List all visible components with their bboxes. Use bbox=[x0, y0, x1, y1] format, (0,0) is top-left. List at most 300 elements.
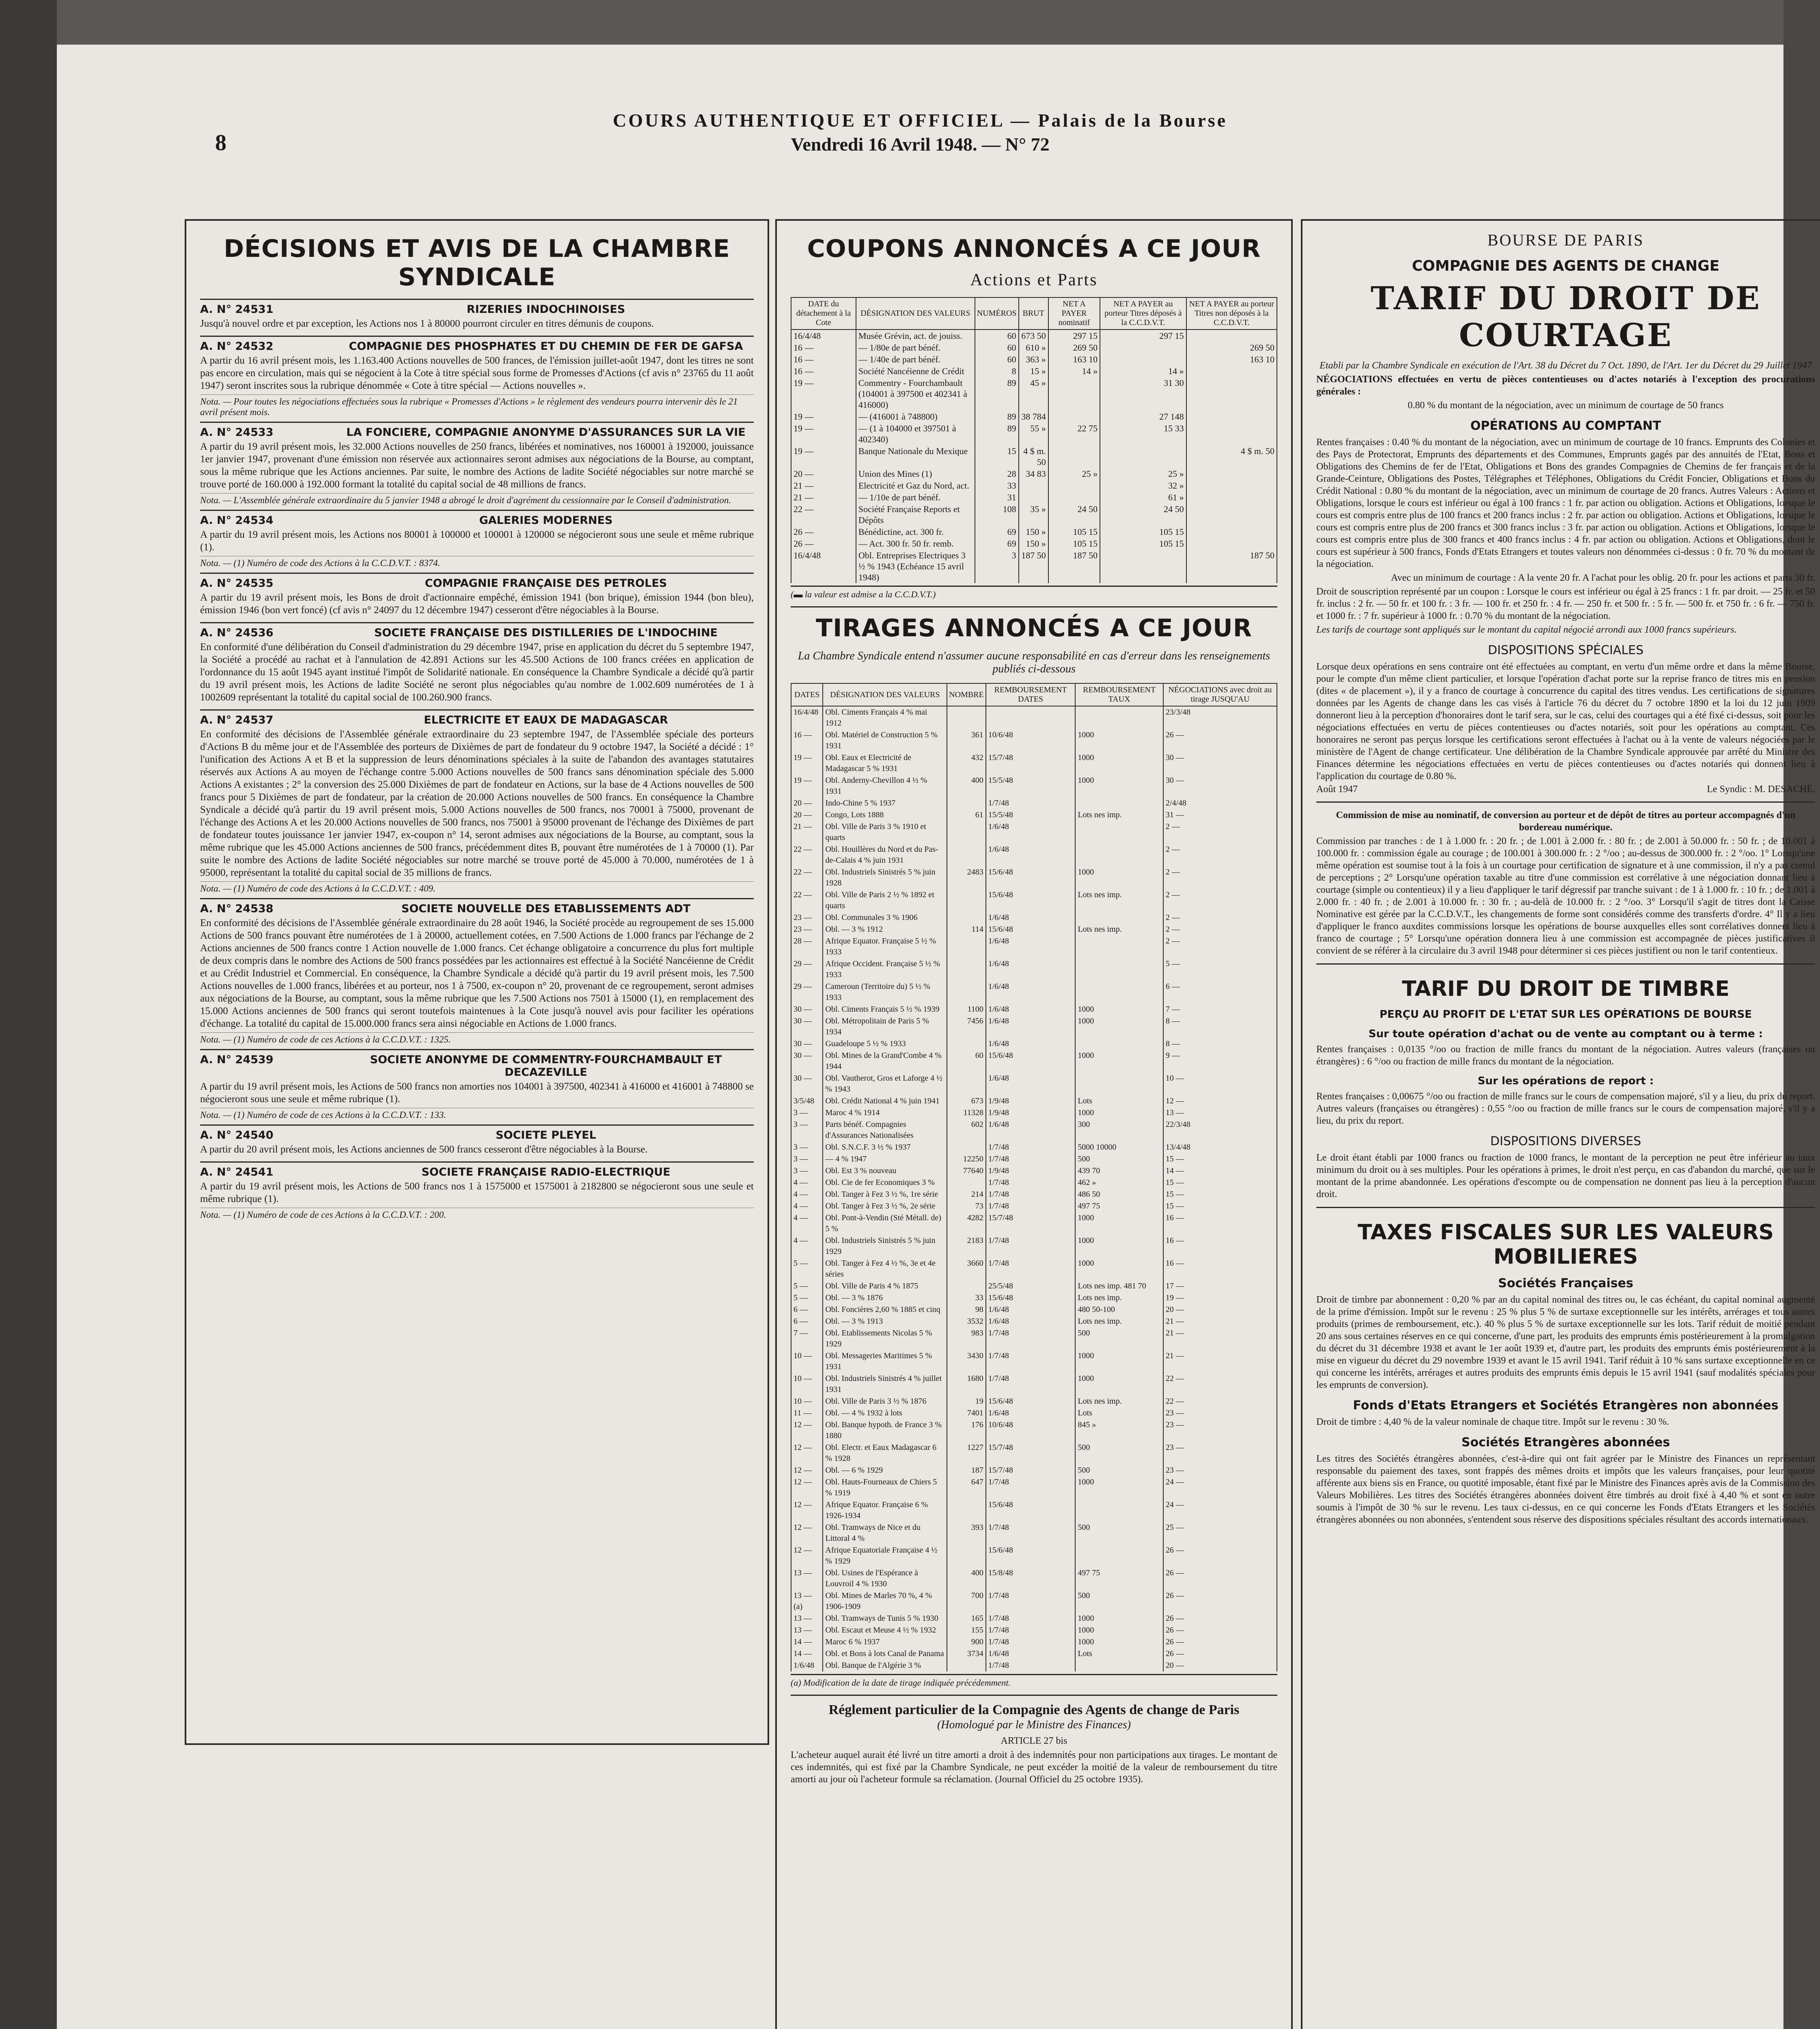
table-cell bbox=[947, 1142, 986, 1153]
table-row bbox=[791, 353, 1277, 365]
table-row bbox=[791, 1292, 1277, 1304]
table-cell: 55 » bbox=[1019, 422, 1048, 445]
notice-header bbox=[200, 514, 754, 527]
table-cell bbox=[947, 797, 986, 809]
table-cell: 165 bbox=[947, 1613, 986, 1624]
table-cell: Lots nes imp. bbox=[1075, 1316, 1163, 1327]
notice-header bbox=[200, 577, 754, 590]
table-cell: Electricité et Gaz du Nord, act. bbox=[856, 480, 975, 491]
bourse-title: BOURSE DE PARIS bbox=[1487, 231, 1644, 249]
societes-abonnees-title: Sociétés Etrangères abonnées bbox=[1461, 1435, 1670, 1450]
table-cell: Guadeloupe 5 ½ % 1933 bbox=[823, 1038, 947, 1050]
table-cell: 15 bbox=[975, 445, 1019, 468]
notice bbox=[200, 622, 754, 709]
table-cell: 5 — bbox=[1163, 958, 1277, 981]
column-header: BRUT bbox=[1019, 297, 1048, 330]
table-cell: Obl. Hauts-Fourneaux de Chiers 5 % 1919 bbox=[823, 1476, 947, 1499]
table-cell: 60 bbox=[975, 342, 1019, 353]
table-cell: 31 30 bbox=[1100, 377, 1186, 411]
table-cell: 500 bbox=[1075, 1465, 1163, 1476]
table-cell: 15/6/48 bbox=[986, 1292, 1076, 1304]
table-cell: 12 — bbox=[791, 1544, 823, 1567]
table-cell: 69 bbox=[975, 538, 1019, 549]
table-cell: 1000 bbox=[1075, 1235, 1163, 1258]
table-cell: 1/7/48 bbox=[986, 1153, 1076, 1165]
table-cell: 1000 bbox=[1075, 775, 1163, 797]
table-cell: 15/7/48 bbox=[986, 752, 1076, 775]
societes-francaises-text: Droit de timbre par abonnement : 0,20 % par an du capital nominal des titres ou, le cas échéant, du capital nominal augmenté de la prime d'émission. Impôt sur le revenu : 25 % plus 5 % de surtaxe exceptionnelle sur les intérêts, arrérages et tous autres produits (primes de remboursement, etc.). 40 % plus 5 % de surtaxe exceptionnelle sur les lots. Tarif réduit de moitié pendant 20 ans sous certaines réserves en ce qui concerne, d'une part, les produits des emprunts émis postérieurement à la promulgation du décret du 31 décembre 1938 et avant le 1er août 1939 et, d'autre part, les produits des emprunts émis postérieurement à la mise en vigueur du décret du 29 novembre 1939 et avant le 15 avril 1941. Tarif réduit à 10 % sans surtaxe exceptionnelle en ce qui concerne les intérêts, arrérages et autres produits des emprunts émis depuis le 15 avril 1941 (sauf modalités spéciales pour les emprunts de conversion). bbox=[1316, 1295, 1815, 1390]
table-cell: Lots bbox=[1075, 1407, 1163, 1419]
table-cell: 3532 bbox=[947, 1316, 986, 1327]
column-header: NET A PAYER nominatif bbox=[1048, 297, 1100, 330]
table-row bbox=[791, 1407, 1277, 1419]
notice-company: COMPAGNIE FRANÇAISE DES PETROLES bbox=[425, 577, 667, 590]
table-cell: 22 — bbox=[1163, 1396, 1277, 1407]
table-cell: Lots nes imp. bbox=[1075, 889, 1163, 912]
table-cell: 11 — bbox=[791, 1407, 823, 1419]
table-cell: 16 — bbox=[1163, 1258, 1277, 1280]
table-cell: 23 — bbox=[1163, 1465, 1277, 1476]
table-cell: 26 — bbox=[1163, 1613, 1277, 1624]
table-cell: 363 » bbox=[1019, 353, 1048, 365]
table-cell: 21 — bbox=[791, 821, 823, 844]
column-coupons-tirages bbox=[775, 219, 1293, 2029]
table-cell: 108 bbox=[975, 503, 1019, 526]
table-cell: 3/5/48 bbox=[791, 1095, 823, 1107]
table-cell: 13 — bbox=[1163, 1107, 1277, 1119]
notice-text: En conformité des décisions de l'Assemblée générale extraordinaire du 28 août 1946, la Société procède au regroupement de ses 15.000 Actions de 500 francs pouvant être numérotées de 1 à 20000, actuellement cotées, en 7.500 Actions de 1.000 francs par l'échange de 2 Actions anciennes de 500 francs contre 1 Action nouvelle de 1.000 francs. Cet échange obligatoire a concurrence du plus fort multiple de deux compris dans le nombre des Actions de 500 francs possédées par les actionnaires est effectué à la Société Nancéienne de Crédit et au Crédit Industriel et Commercial. En conséquence, la Chambre Syndicale a décidé qu'à partir du 19 avril présent mois, les 7.500 Actions nouvelles de 1.000 francs, libérées et au porteur, nos 1 à 7500, ex-coupon n° 20, provenant de ce regroupement, seront admises aux négociations de la Bourse, au comptant, sous la même rubrique que les 7.500 Actions nos 7501 à 15000 (1), en remplacement des 15.000 Actions anciennes de 500 francs qui seront toutefois maintenues à la Cote jusqu'à nouvel avis pour faciliter les opérations d'échange. La totalité du capital de 15.000.000 francs sera ainsi négociable en Actions de 1.000 francs. bbox=[200, 918, 754, 1029]
table-cell: 2 — bbox=[1163, 821, 1277, 844]
table-cell: 73 bbox=[947, 1200, 986, 1212]
table-cell bbox=[1048, 445, 1100, 468]
notice-text: A partir du 19 avril présent mois, les Actions de 500 francs nos 1 à 1575000 et 1575001 à 2182800 se négocieront sous une seule et même rubrique (1). bbox=[200, 1181, 754, 1204]
table-cell bbox=[1100, 342, 1186, 353]
notice-company: LA FONCIERE, COMPAGNIE ANONYME D'ASSURANCES SUR LA VIE bbox=[346, 426, 746, 439]
table-cell bbox=[1075, 1544, 1163, 1567]
table-cell: 3734 bbox=[947, 1648, 986, 1660]
table-cell: Bénédictine, act. 300 fr. bbox=[856, 526, 975, 538]
table-cell: 500 bbox=[1075, 1153, 1163, 1165]
notice bbox=[200, 1124, 754, 1161]
table-cell: — (416001 à 748800) bbox=[856, 411, 975, 422]
table-cell: Obl. Messageries Maritimes 5 % 1931 bbox=[823, 1350, 947, 1373]
notice-text: A partir du 16 avril présent mois, les 1.163.400 Actions nouvelles de 500 frances, de l'émission juillet-août 1947, dont les titres ne sont pas encore en circulation, mais qui se négocient à la Cote à titre spécial sous forme de Promesses d'Actions (cf avis n° 23765 du 11 août 1947) seront inscrites sous la rubrique dénommée « Cote à titre spécial — Actions nouvelles ». bbox=[200, 355, 754, 391]
table-cell: Obl. Vautherot, Gros et Laforge 4 ½ % 1943 bbox=[823, 1073, 947, 1095]
notice-note: Nota. — (1) Numéro de code des Actions à la C.C.D.V.T. : 8374. bbox=[200, 556, 754, 569]
table-cell: Obl. Entreprises Electriques 3 ½ % 1943 (Echéance 15 avril 1948) bbox=[856, 549, 975, 583]
table-cell: 21 — bbox=[1163, 1350, 1277, 1373]
notice-number: A. N° 24532 bbox=[200, 340, 274, 353]
table-cell: 1/7/48 bbox=[986, 1189, 1076, 1200]
table-cell: 1/9/48 bbox=[986, 1165, 1076, 1177]
table-cell: 1000 bbox=[1075, 1258, 1163, 1280]
table-cell: 12 — bbox=[791, 1476, 823, 1499]
table-cell: 1/7/48 bbox=[986, 1327, 1076, 1350]
table-cell bbox=[986, 706, 1076, 729]
table-cell: 1/9/48 bbox=[986, 1095, 1076, 1107]
table-cell: 150 » bbox=[1019, 526, 1048, 538]
table-cell bbox=[1075, 1660, 1163, 1671]
table-cell: 8 — bbox=[1163, 1038, 1277, 1050]
table-cell: Obl. Tanger à Fez 3 ½ %, 1re série bbox=[823, 1189, 947, 1200]
table-cell: 1/7/48 bbox=[986, 1476, 1076, 1499]
notice-header bbox=[200, 1053, 754, 1079]
table-cell: 10 — bbox=[791, 1396, 823, 1407]
table-row bbox=[791, 981, 1277, 1004]
table-cell: 432 bbox=[947, 752, 986, 775]
table-cell: 1100 bbox=[947, 1004, 986, 1015]
table-row bbox=[791, 844, 1277, 866]
table-row bbox=[791, 1095, 1277, 1107]
table-cell: 1000 bbox=[1075, 729, 1163, 752]
date-signed: Août 1947 bbox=[1316, 784, 1358, 795]
table-cell: 4 — bbox=[791, 1177, 823, 1189]
table-row bbox=[791, 1015, 1277, 1038]
table-cell: 1/6/48 bbox=[986, 912, 1076, 924]
table-row bbox=[791, 1522, 1277, 1544]
table-cell: 21 — bbox=[1163, 1316, 1277, 1327]
table-row bbox=[791, 1465, 1277, 1476]
table-cell: 12 — bbox=[791, 1522, 823, 1544]
table-cell: Obl. Communales 3 % 1906 bbox=[823, 912, 947, 924]
table-cell: Obl. Ciments Français 5 ½ % 1939 bbox=[823, 1004, 947, 1015]
notice-text: A partir du 19 avril présent mois, les Actions nos 80001 à 100000 et 100001 à 120000 se négocieront sous une seule et même rubrique (1). bbox=[200, 529, 754, 553]
societes-francaises-title: Sociétés Françaises bbox=[1498, 1276, 1633, 1290]
table-cell: 23/3/48 bbox=[1163, 706, 1277, 729]
table-cell: 8 — bbox=[1163, 1015, 1277, 1038]
table-cell bbox=[947, 844, 986, 866]
table-cell: 15/6/48 bbox=[986, 889, 1076, 912]
table-cell: 1/6/48 bbox=[986, 1004, 1076, 1015]
table-cell: 19 bbox=[947, 1396, 986, 1407]
table-row bbox=[791, 1142, 1277, 1153]
table-cell: 15/5/48 bbox=[986, 809, 1076, 821]
notice-number: A. N° 24536 bbox=[200, 627, 274, 639]
table-cell: — 1/80e de part bénéf. bbox=[856, 342, 975, 353]
table-cell: 25/5/48 bbox=[986, 1280, 1076, 1292]
table-cell: 8 bbox=[975, 365, 1019, 377]
table-cell: 30 — bbox=[791, 1073, 823, 1095]
table-cell: Obl. Banque de l'Algérie 3 % bbox=[823, 1660, 947, 1671]
table-cell: 500 bbox=[1075, 1522, 1163, 1544]
table-cell bbox=[1186, 503, 1277, 526]
table-cell: 60 bbox=[947, 1050, 986, 1073]
tarif-title: TARIF DU DROIT DE COURTAGE bbox=[1370, 280, 1761, 354]
table-cell: 16 — bbox=[1163, 1235, 1277, 1258]
table-cell: 26 — bbox=[1163, 1590, 1277, 1613]
table-cell: 400 bbox=[947, 1567, 986, 1590]
notice bbox=[200, 510, 754, 573]
table-cell bbox=[1186, 526, 1277, 538]
table-cell bbox=[1186, 411, 1277, 422]
table-row bbox=[791, 549, 1277, 583]
report-title: Sur les opérations de report : bbox=[1477, 1075, 1654, 1087]
column-header: NET A PAYER au porteur Titres non déposés à la C.C.D.V.T. bbox=[1186, 297, 1277, 330]
table-cell: 17 — bbox=[1163, 1280, 1277, 1292]
table-cell: Obl. Mines de Marles 70 %, 4 % 1906-1909 bbox=[823, 1590, 947, 1613]
table-cell: 22 — bbox=[791, 866, 823, 889]
table-cell: Obl. Tramways de Nice et du Littoral 4 % bbox=[823, 1522, 947, 1544]
table-cell: Obl. Mines de la Grand'Combe 4 % 1944 bbox=[823, 1050, 947, 1073]
table-cell: 1000 bbox=[1075, 1373, 1163, 1396]
table-cell: 480 50-100 bbox=[1075, 1304, 1163, 1316]
table-cell: 13 — bbox=[791, 1624, 823, 1636]
table-row bbox=[791, 1567, 1277, 1590]
table-cell: Obl. Houillères du Nord et du Pas-de-Calais 4 % juin 1931 bbox=[823, 844, 947, 866]
table-cell: Lots nes imp. bbox=[1075, 924, 1163, 935]
table-cell: Afrique Equatoriale Française 4 ½ % 1929 bbox=[823, 1544, 947, 1567]
table-row bbox=[791, 1396, 1277, 1407]
notice-text: En conformité des décisions de l'Assemblée générale extraordinaire du 23 septembre 1947, de l'Assemblée spéciale des porteurs d'Actions B du même jour et de l'Assemblée des porteurs de Dixièmes de part de fondateur du 9 octobre 1947, la Société a décidé : 1° l'unification des Actions A et B et la suppression de leurs dénominations spéciales à la suite de l'abandon des avantages statutaires réservés aux Actions A au moyen de l'échange contre 5.000 Actions nouvelles de 500 francs sans dénomination spéciale des 5.000 Actions A existantes ; 2° la conversion des 25.000 Dixièmes de part de fondateur en Actions, sur la base de 4 Actions nouvelles de 500 francs pour 5 Dixièmes de part de fondateur, par la création de 20.000 Actions nouvelles de 500 francs. En conséquence la Chambre Syndicale a décidé qu'à partir du 19 avril présent mois, 5.000 Actions nouvelles de 500 francs, nos 70001 à 75000, provenant de l'échange des Actions A et les 20.000 Actions nouvelles de 500 francs, nos 75001 à 95000 provenant de l'échange des Dixièmes de part de fondateur toutes jouissance 1er janvier 1947, ex-coupon n° 14, seront admises aux négociations de la Bourse, au comptant, sous la même rubrique que les 45.000 Actions anciennes de 500 francs, précédemment dites B, pouvant être numérotées de 1 à 70000 (1). Par suite le nombre des Actions de ladite Société négociables sur notre marché se trouve porté de 45.000 à 70.000, numérotées de 1 à 95000, représentant la totalité du capital social de 35 millions de francs. bbox=[200, 729, 754, 878]
table-row bbox=[791, 1004, 1277, 1015]
table-cell: 673 50 bbox=[1019, 330, 1048, 342]
table-cell: 3430 bbox=[947, 1350, 986, 1373]
table-cell: 22 — bbox=[791, 503, 856, 526]
table-cell: Obl. Industriels Sinistrés 5 % juin 1928 bbox=[823, 866, 947, 889]
table-cell: 22/3/48 bbox=[1163, 1119, 1277, 1142]
table-cell: 5 — bbox=[791, 1258, 823, 1280]
table-cell: 32 » bbox=[1100, 480, 1186, 491]
table-cell: 1/6/48 bbox=[791, 1660, 823, 1671]
table-cell: 150 » bbox=[1019, 538, 1048, 549]
table-cell: Obl. Tanger à Fez 4 ½ %, 3e et 4e séries bbox=[823, 1258, 947, 1280]
table-cell: 14 — bbox=[791, 1636, 823, 1648]
table-cell: 105 15 bbox=[1048, 526, 1100, 538]
table-cell: 15/6/48 bbox=[986, 1050, 1076, 1073]
table-cell: Obl. Pont-à-Vendin (Sté Métall. de) 5 % bbox=[823, 1212, 947, 1235]
table-cell: 15/6/48 bbox=[986, 1544, 1076, 1567]
table-cell: 176 bbox=[947, 1419, 986, 1442]
table-cell: 29 — bbox=[791, 981, 823, 1004]
table-row bbox=[791, 958, 1277, 981]
table-cell: 13 — bbox=[791, 1613, 823, 1624]
notice-company: SOCIETE PLEYEL bbox=[496, 1129, 596, 1142]
table-cell: 19 — bbox=[791, 445, 856, 468]
table-cell: Obl. Cie de fer Economiques 3 % bbox=[823, 1177, 947, 1189]
table-cell: 500 bbox=[1075, 1442, 1163, 1465]
table-cell bbox=[947, 1544, 986, 1567]
commission-title: Commission de mise au nominatif, de conversion au porteur et de dépôt de titres au porteur accompagnés d'un bordereau numérique. bbox=[1336, 810, 1796, 833]
notice bbox=[200, 709, 754, 898]
table-cell: 24 50 bbox=[1048, 503, 1100, 526]
reglement-title: Réglement particulier de la Compagnie des Agents de change de Paris bbox=[828, 1702, 1240, 1717]
table-cell: 26 — bbox=[1163, 1567, 1277, 1590]
table-cell: — 1/40e de part bénéf. bbox=[856, 353, 975, 365]
table-cell: 19 — bbox=[1163, 1292, 1277, 1304]
table-cell: Obl. Eaux et Electricité de Madagascar 5 % 1931 bbox=[823, 752, 947, 775]
table-cell: 1/6/48 bbox=[986, 1073, 1076, 1095]
table-row bbox=[791, 1200, 1277, 1212]
table-cell: 20 — bbox=[1163, 1304, 1277, 1316]
souscription-note: Les tarifs de courtage sont appliqués sur le montant du capital négocié arrondi aux 1000 francs supérieurs. bbox=[1316, 625, 1737, 635]
notice-company: COMPAGNIE DES PHOSPHATES ET DU CHEMIN DE FER DE GAFSA bbox=[349, 340, 743, 353]
table-cell: 1680 bbox=[947, 1373, 986, 1396]
table-cell: 10 — bbox=[791, 1373, 823, 1396]
column-decisions bbox=[185, 219, 769, 1745]
table-cell: 2 — bbox=[1163, 912, 1277, 924]
table-cell: 602 bbox=[947, 1119, 986, 1142]
table-cell: 14 » bbox=[1100, 365, 1186, 377]
table-cell: 26 — bbox=[1163, 729, 1277, 752]
table-cell: 2 — bbox=[1163, 866, 1277, 889]
table-cell: 4 — bbox=[791, 1235, 823, 1258]
table-cell: 187 50 bbox=[1186, 549, 1277, 583]
table-cell: 25 — bbox=[1163, 1522, 1277, 1544]
table-cell: 1000 bbox=[1075, 1613, 1163, 1624]
table-row bbox=[791, 1153, 1277, 1165]
column-header: NÉGOCIATIONS avec droit au tirage JUSQU'AU bbox=[1163, 683, 1277, 706]
table-cell bbox=[1186, 422, 1277, 445]
table-cell: 1/6/48 bbox=[986, 821, 1076, 844]
table-cell: 10 — bbox=[1163, 1073, 1277, 1095]
report-text: Rentes françaises : 0,00675 °/oo ou fraction de mille francs sur le cours de compensation majoré, s'il y a lieu, du prix du report. Autres valeurs (françaises ou étrangères) : 0,55 °/oo ou fraction de mille francs sur le cours de compensation majoré, s'il y a lieu, du prix du report. bbox=[1316, 1091, 1815, 1126]
table-cell bbox=[947, 935, 986, 958]
table-cell: 16 — bbox=[791, 365, 856, 377]
table-cell bbox=[947, 889, 986, 912]
table-cell: 27 148 bbox=[1100, 411, 1186, 422]
table-cell: 16/4/48 bbox=[791, 706, 823, 729]
notice-company: GALERIES MODERNES bbox=[479, 514, 613, 527]
table-cell: 1000 bbox=[1075, 1050, 1163, 1073]
table-cell: 31 — bbox=[1163, 809, 1277, 821]
table-cell: 89 bbox=[975, 411, 1019, 422]
table-cell: 1/7/48 bbox=[986, 797, 1076, 809]
table-cell: Obl. Crédit National 4 % juin 1941 bbox=[823, 1095, 947, 1107]
fonds-etrangers-title: Fonds d'Etats Etrangers et Sociétés Etrangères non abonnées bbox=[1353, 1398, 1779, 1413]
notice bbox=[200, 573, 754, 622]
table-row bbox=[791, 729, 1277, 752]
notice-header bbox=[200, 340, 754, 353]
notice bbox=[200, 1161, 754, 1224]
table-cell: 12 — bbox=[791, 1419, 823, 1442]
table-cell: 11328 bbox=[947, 1107, 986, 1119]
table-cell: 2 — bbox=[1163, 844, 1277, 866]
table-cell: 2183 bbox=[947, 1235, 986, 1258]
notice-header bbox=[200, 1166, 754, 1178]
table-cell: Obl. Ville de Paris 4 % 1875 bbox=[823, 1280, 947, 1292]
table-cell: 30 — bbox=[1163, 775, 1277, 797]
table-cell bbox=[1048, 377, 1100, 411]
scan-left-edge bbox=[0, 0, 57, 2029]
notice-number: A. N° 24540 bbox=[200, 1129, 274, 1142]
table-cell: Congo, Lots 1888 bbox=[823, 809, 947, 821]
table-cell: 1000 bbox=[1075, 1212, 1163, 1235]
table-cell: 647 bbox=[947, 1476, 986, 1499]
table-cell: 29 — bbox=[791, 958, 823, 981]
table-cell: 1/6/48 bbox=[986, 935, 1076, 958]
tirages-table bbox=[791, 683, 1277, 1671]
table-cell bbox=[1186, 365, 1277, 377]
page-header bbox=[57, 110, 1783, 155]
coupons-title: COUPONS ANNONCÉS A CE JOUR bbox=[807, 235, 1261, 263]
table-cell: Obl. Industriels Sinistrés 4 % juillet 1931 bbox=[823, 1373, 947, 1396]
table-row bbox=[791, 1636, 1277, 1648]
table-cell: 187 bbox=[947, 1465, 986, 1476]
table-cell: 15 — bbox=[1163, 1189, 1277, 1200]
table-cell bbox=[1075, 1499, 1163, 1522]
column-header: REMBOURSEMENT TAUX bbox=[1075, 683, 1163, 706]
societes-abonnees-text: Les titres des Sociétés étrangères abonnées, c'est-à-dire qui ont fait agréer par le Ministre des Finances un représentant responsable du paiement des taxes, sont frappés des mêmes droits et impôts que les valeurs françaises, pour leur quotité afférente aux biens sis en France, ou quotité imposable, étant fixé par le Ministre des Finances après avis de la Commission des Valeurs Mobilières. Les titres des Sociétés étrangères abonnées doivent être timbrés au droit fixé à 4,40 % et sont en outre soumis à l'impôt de 30 % sur le revenu. Les taux ci-dessus, en ce qui concerne les Fonds d'Etats Etrangers et les Sociétés étrangères abonnées ou non abonnées, s'entendent sous réserve des dispositions spéciales résultant des accords internationaux. bbox=[1316, 1454, 1815, 1525]
table-cell: Obl. Ciments Français 4 % mai 1912 bbox=[823, 706, 947, 729]
table-cell: 15/7/48 bbox=[986, 1442, 1076, 1465]
table-row bbox=[791, 889, 1277, 912]
table-cell: 30 — bbox=[791, 1038, 823, 1050]
article-label: ARTICLE 27 bis bbox=[1001, 1736, 1067, 1746]
table-cell: Indo-Chine 5 % 1937 bbox=[823, 797, 947, 809]
table-cell: 16 — bbox=[1163, 1212, 1277, 1235]
notice-number: A. N° 24533 bbox=[200, 426, 274, 439]
table-cell bbox=[1048, 411, 1100, 422]
diverses-title: DISPOSITIONS DIVERSES bbox=[1490, 1134, 1641, 1148]
table-cell: 25 » bbox=[1048, 468, 1100, 480]
table-cell: Lots bbox=[1075, 1095, 1163, 1107]
table-cell: 983 bbox=[947, 1327, 986, 1350]
table-cell: 1/6/48 bbox=[986, 1038, 1076, 1050]
table-cell: 393 bbox=[947, 1522, 986, 1544]
table-cell bbox=[1075, 706, 1163, 729]
table-cell: 10 — bbox=[791, 1350, 823, 1373]
timbre-comptant-title: Sur toute opération d'achat ou de vente au comptant ou à terme : bbox=[1368, 1028, 1763, 1040]
table-row bbox=[791, 445, 1277, 468]
table-row bbox=[791, 1304, 1277, 1316]
table-cell: 19 — bbox=[791, 411, 856, 422]
column-header: DATE du détachement à la Cote bbox=[791, 297, 856, 330]
table-cell: 6 — bbox=[1163, 981, 1277, 1004]
table-cell: 1/7/48 bbox=[986, 1613, 1076, 1624]
tirages-subtitle: La Chambre Syndicale entend n'assumer aucune responsabilité en cas d'erreur dans les renseignements publiés ci-dessous bbox=[798, 650, 1270, 675]
table-cell bbox=[1186, 480, 1277, 491]
table-cell: 61 bbox=[947, 809, 986, 821]
table-cell bbox=[1075, 1073, 1163, 1095]
decisions-title: DÉCISIONS ET AVIS DE LA CHAMBRE SYNDICALE bbox=[224, 235, 730, 291]
notice-text: A partir du 19 avril présent mois, les 32.000 Actions nouvelles de 250 francs, libérées et nominatives, nos 160001 à 192000, jouissance 1er janvier 1947, provenant d'une émission non réservée aux actionnaires seront admises aux négociations de la Bourse, au comptant, sous la même rubrique que les Actions anciennes. Par suite, le nombre des Actions de ladite Société négociables sur notre marché se trouve porté de 160.000 à 192.000 formant la totalité du capital social de 48 millions de francs. bbox=[200, 441, 754, 490]
table-row bbox=[791, 1235, 1277, 1258]
table-cell: 15/6/48 bbox=[986, 1499, 1076, 1522]
souscription-text: Droit de souscription représenté par un coupon : Lorsque le cours est inférieur ou égal à 25 francs : 1 fr. par droit. — 25 fr. et 50 fr. inclus : 2 fr. — 50 fr. et 100 fr. : 3 fr. — 100 fr. et 250 fr. : 4 fr. — 250 fr. et 500 fr. : 5 fr. — 500 fr. et 750 fr. : 6 fr. — 750 fr. et 1000 fr. : 7 fr. supérieur à 1000 fr. : 0.70 % du montant de la négociation. bbox=[1316, 586, 1815, 621]
table-cell: Lots nes imp. bbox=[1075, 1292, 1163, 1304]
table-cell: 439 70 bbox=[1075, 1165, 1163, 1177]
notice-header bbox=[200, 303, 754, 316]
table-cell: Lots bbox=[1075, 1648, 1163, 1660]
table-cell: 497 75 bbox=[1075, 1567, 1163, 1590]
table-row bbox=[791, 1258, 1277, 1280]
table-row bbox=[791, 1316, 1277, 1327]
minimum-note: Avec un minimum de courtage : A la vente 20 fr. A l'achat pour les oblig. 20 fr. pour les actions et parts 30 fr. bbox=[1391, 573, 1815, 583]
table-cell: 15 » bbox=[1019, 365, 1048, 377]
table-row bbox=[791, 797, 1277, 809]
table-cell bbox=[1186, 491, 1277, 503]
table-cell: 400 bbox=[947, 775, 986, 797]
table-cell bbox=[947, 1177, 986, 1189]
table-cell: 1000 bbox=[1075, 1624, 1163, 1636]
table-cell: 15/6/48 bbox=[986, 1396, 1076, 1407]
table-row bbox=[791, 377, 1277, 411]
notice-note: Nota. — (1) Numéro de code des Actions à la C.C.D.V.T. : 409. bbox=[200, 881, 754, 894]
table-cell: 31 bbox=[975, 491, 1019, 503]
notice bbox=[200, 336, 754, 422]
table-cell: 163 10 bbox=[1048, 353, 1100, 365]
table-cell: — (1 à 104000 et 397501 à 402340) bbox=[856, 422, 975, 445]
table-cell bbox=[1100, 353, 1186, 365]
table-cell: 2 — bbox=[1163, 935, 1277, 958]
signature-row bbox=[1316, 784, 1815, 795]
table-cell: 22 — bbox=[791, 889, 823, 912]
table-cell: 361 bbox=[947, 729, 986, 752]
table-cell: 14 — bbox=[791, 1648, 823, 1660]
table-cell: 30 — bbox=[791, 1050, 823, 1073]
notice-note: Nota. — L'Assemblée générale extraordinaire du 5 janvier 1948 a abrogé le droit d'agrément du cessionnaire par le Conseil d'administration. bbox=[200, 493, 754, 506]
table-cell: 3 — bbox=[791, 1107, 823, 1119]
